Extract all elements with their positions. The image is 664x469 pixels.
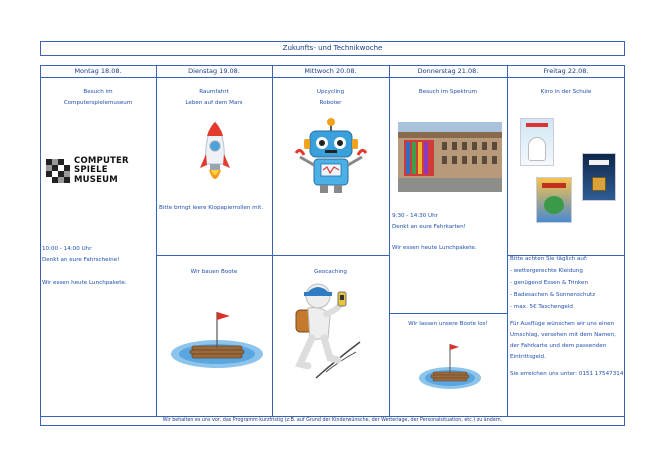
museum-building-image <box>398 122 502 192</box>
tuesday-lower-title: Wir bauen Boote <box>190 269 238 275</box>
computerspielemuseum-logo <box>46 157 150 187</box>
header-divider <box>40 77 625 78</box>
friday-item: - wettergerechte Kleidung <box>510 268 583 274</box>
logo-line3: MUSEUM <box>74 174 118 185</box>
wednesday-lower-title: Geocaching <box>314 269 347 275</box>
friday-info: Eintrittsgeld. <box>510 354 546 360</box>
raft-icon <box>170 308 264 370</box>
grid-divider <box>272 65 273 416</box>
day-header-tuesday: Dienstag 19.08. <box>188 67 240 75</box>
day-header-wednesday: Mittwoch 20.08. <box>304 67 357 75</box>
friday-info: der Fahrkarte und dem passenden <box>510 343 607 349</box>
thursday-note-tickets: Denkt an eure Fahrkarten! <box>392 224 466 230</box>
geocacher-icon <box>286 282 366 382</box>
day-header-friday: Freitag 22.08. <box>543 67 589 75</box>
friday-item: - genügend Essen & Trinken <box>510 280 589 286</box>
grid-divider <box>389 65 390 416</box>
monday-title-line2: Computerspielemuseum <box>63 100 133 106</box>
day-header-monday: Montag 18.08. <box>74 67 122 75</box>
monday-time: 10:00 - 14:00 Uhr <box>42 246 92 252</box>
day-header-thursday: Donnerstag 21.08. <box>417 67 479 75</box>
wednesday-title-line2: Roboter <box>319 100 342 106</box>
friday-title: Kino in der Schule <box>540 89 592 95</box>
page-title: Zukunfts- und Technikwoche <box>40 41 625 56</box>
monday-title-line1: Besuch im <box>83 89 113 95</box>
thursday-time: 9:30 - 14:30 Uhr <box>392 213 438 219</box>
row-divider <box>156 255 389 256</box>
footer-disclaimer: Wir behalten es uns vor, das Programm kurzfristig (z.B. auf Grund der Kinderwünsche, der Wetterlage, der Personalsituation, etc.) zu ändern. <box>162 418 503 423</box>
monday-note-tickets: Denkt an eure Fahrscheine! <box>42 257 120 263</box>
row-divider <box>389 313 507 314</box>
rocket-icon <box>198 120 232 186</box>
tuesday-title-line1: Raumfahrt <box>199 89 229 95</box>
tuesday-note: Bitte bringt leere Klopapierrollen mit. <box>159 205 264 211</box>
thursday-note-lunch: Wir essen heute Lunchpakete. <box>392 245 477 251</box>
friday-contact: Sie erreichen uns unter: 0151 17547314 <box>510 371 624 377</box>
thursday-title: Besuch im Spektrum <box>418 89 478 95</box>
wednesday-title-line1: Upcycling <box>316 89 345 95</box>
movie-poster-icon <box>582 153 616 201</box>
grid-divider <box>156 65 157 416</box>
grid-divider <box>507 65 508 416</box>
monday-note-lunch: Wir essen heute Lunchpakete. <box>42 280 127 286</box>
friday-info: Für Ausflüge wünschen wir uns einen <box>510 321 615 327</box>
friday-info: Umschlag, versehen mit dem Namen, <box>510 332 616 338</box>
tuesday-title-line2: Leben auf dem Mars <box>185 100 243 106</box>
friday-item: - Badesachen & Sonnenschutz <box>510 292 596 298</box>
logo-line2: SPIELE <box>74 165 108 176</box>
robot-icon <box>294 117 368 197</box>
movie-poster-icon <box>536 177 572 223</box>
thursday-lower-title: Wir lassen unsere Boote los! <box>408 321 488 327</box>
friday-item: - max. 5€ Taschengeld <box>510 304 573 310</box>
raft-icon <box>418 340 482 390</box>
friday-intro: Bitte achten Sie täglich auf: <box>510 256 588 262</box>
movie-poster-icon <box>520 118 554 166</box>
logo-line1: COMPUTER <box>74 156 129 166</box>
